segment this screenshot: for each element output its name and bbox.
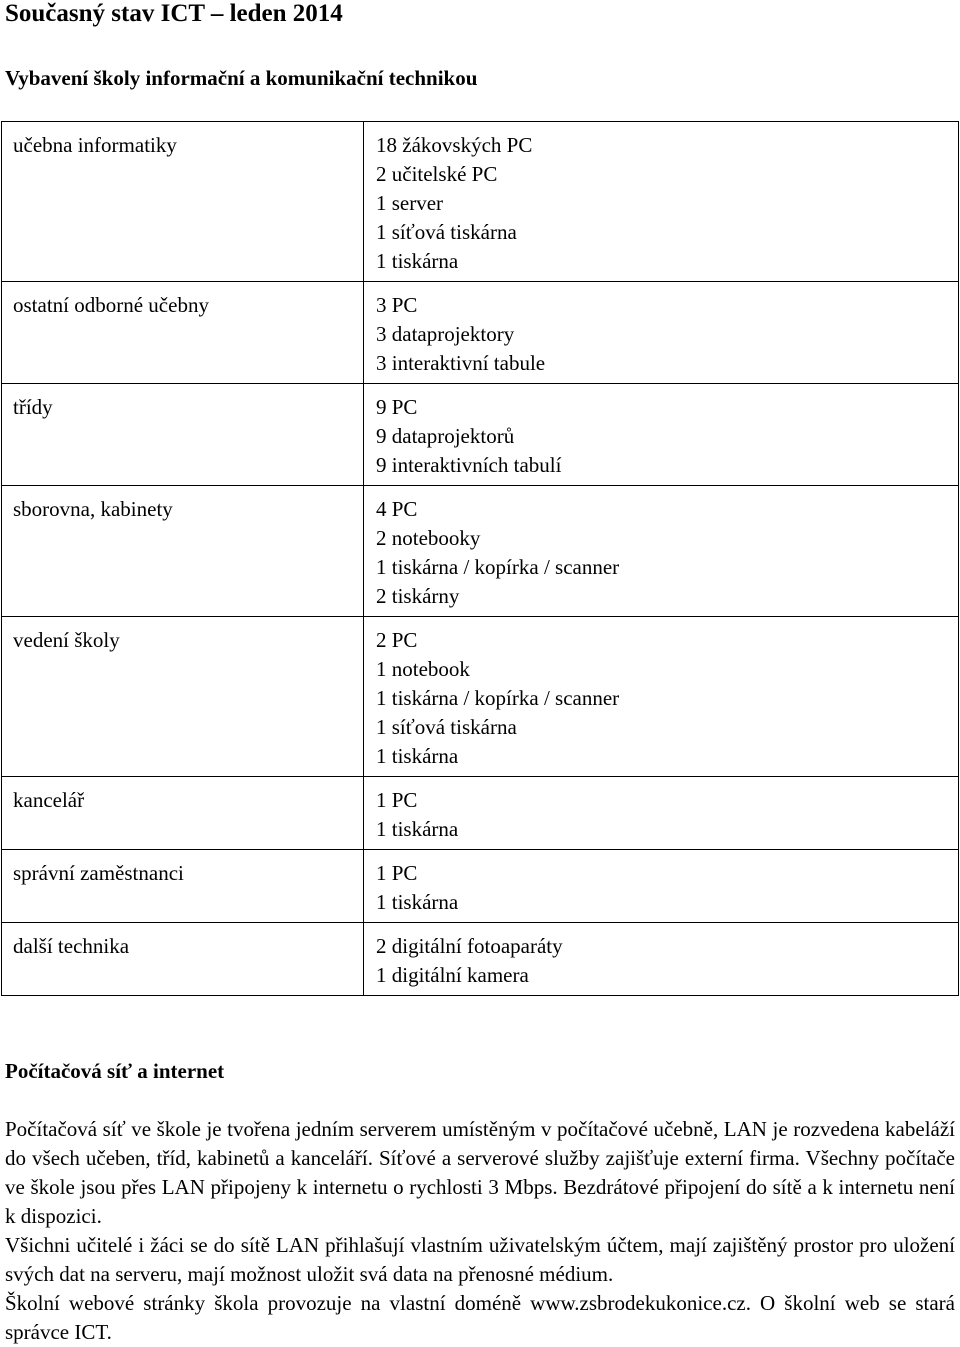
items-cell (364, 282, 959, 384)
table-row (2, 777, 959, 850)
location-cell: vedení školy (2, 617, 364, 777)
table-row (2, 617, 959, 777)
items-cell (364, 850, 959, 923)
equipment-item: 3 dataprojektory (376, 322, 515, 346)
equipment-heading: Vybavení školy informační a komunikační technikou (5, 66, 478, 90)
equipment-item: 2 tiskárny (376, 584, 460, 608)
items-cell (364, 777, 959, 850)
equipment-item: 3 PC (376, 293, 418, 317)
network-paragraph-1: Počítačová síť ve škole je tvořena jedním serverem umístěným v počítačové učebně, LAN je rozvedena kabeláží do všech učeben, tříd, kabinetů a kanceláří. Síťové a serverové služby zajišťuje externí firma. Všechny počítače ve škole jsou přes LAN připojeny k internetu o rychlosti 3 Mbps. Bezdrátové připojení do sítě a k internetu není k dispozici. (5, 1117, 955, 1228)
equipment-item: 1 server (376, 191, 444, 215)
table-row (2, 282, 959, 384)
items-cell (364, 384, 959, 486)
equipment-item: 1 tiskárna (376, 817, 459, 841)
location-cell: sborovna, kabinety (2, 486, 364, 617)
equipment-item: 1 notebook (376, 657, 470, 681)
equipment-item: 1 tiskárna (376, 890, 459, 914)
location-cell: třídy (2, 384, 364, 486)
table-row (2, 486, 959, 617)
equipment-item: 4 PC (376, 497, 418, 521)
location-cell: ostatní odborné učebny (2, 282, 364, 384)
equipment-item: 3 interaktivní tabule (376, 351, 546, 375)
equipment-item: 2 digitální fotoaparáty (376, 934, 563, 958)
table-row (2, 923, 959, 996)
items-cell (364, 486, 959, 617)
equipment-item: 2 učitelské PC (376, 162, 498, 186)
equipment-item: 2 PC (376, 628, 418, 652)
equipment-item: 1 tiskárna (376, 744, 459, 768)
equipment-item: 1 digitální kamera (376, 963, 529, 987)
table-row (2, 122, 959, 282)
equipment-item: 1 tiskárna / kopírka / scanner (376, 686, 620, 710)
items-cell (364, 923, 959, 996)
equipment-item: 1 síťová tiskárna (376, 715, 517, 739)
location-cell: další technika (2, 923, 364, 996)
equipment-item: 9 PC (376, 395, 418, 419)
equipment-item: 1 síťová tiskárna (376, 220, 517, 244)
location-cell: kancelář (2, 777, 364, 850)
equipment-table (1, 121, 959, 996)
equipment-table-body (2, 122, 959, 996)
equipment-item: 1 PC (376, 861, 418, 885)
equipment-item: 18 žákovských PC (376, 133, 533, 157)
network-paragraph-2: Všichni učitelé i žáci se do sítě LAN přihlašují vlastním uživatelským účtem, mají zajištěný prostor pro uložení svých dat na serveru, mají možnost uložit svá data na přenosné médium. (5, 1233, 955, 1286)
table-row (2, 384, 959, 486)
network-heading: Počítačová síť a internet (5, 1059, 225, 1083)
items-cell (364, 617, 959, 777)
page-title: Současný stav ICT – leden 2014 (5, 0, 343, 27)
network-paragraph-3: Školní webové stránky škola provozuje na vlastní doméně www.zsbrodekukonice.cz. O školní web se stará správce ICT. (5, 1291, 955, 1344)
items-cell (364, 122, 959, 282)
location-cell: učebna informatiky (2, 122, 364, 282)
equipment-item: 1 PC (376, 788, 418, 812)
table-row (2, 850, 959, 923)
equipment-item: 2 notebooky (376, 526, 481, 550)
location-cell: správní zaměstnanci (2, 850, 364, 923)
equipment-item: 1 tiskárna (376, 249, 459, 273)
equipment-item: 1 tiskárna / kopírka / scanner (376, 555, 620, 579)
equipment-item: 9 dataprojektorů (376, 424, 515, 448)
equipment-item: 9 interaktivních tabulí (376, 453, 562, 477)
